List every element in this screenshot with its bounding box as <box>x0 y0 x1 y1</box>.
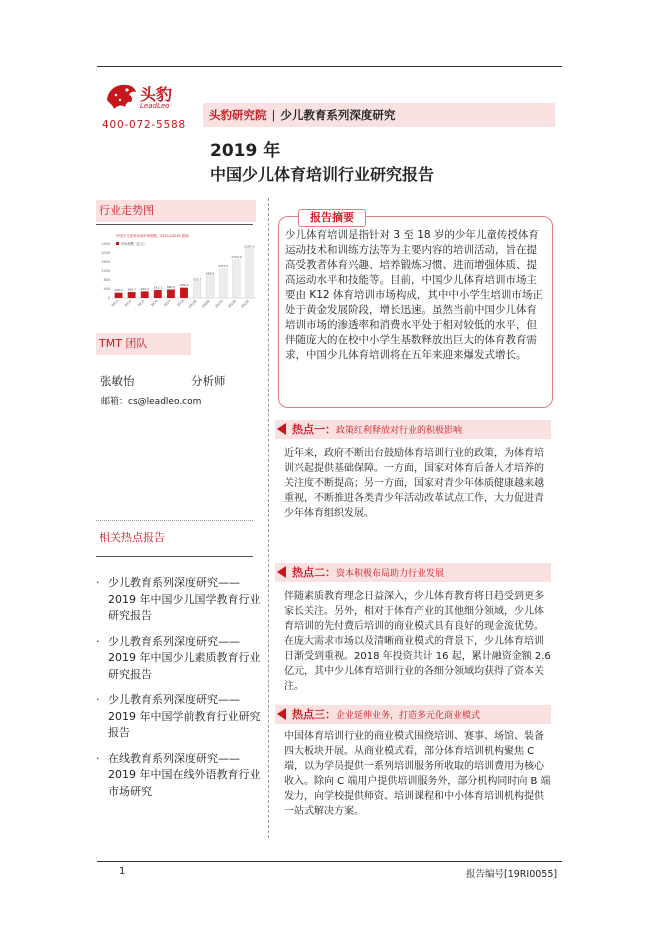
chart-bar <box>167 289 175 298</box>
chart-bar <box>141 291 149 298</box>
related-report-3[interactable] <box>96 692 261 742</box>
chart-bar <box>232 260 240 298</box>
chart-y-tick-label: 0 <box>107 296 110 301</box>
chart-data-label: 720.7 <box>192 277 202 282</box>
sidebar-divider <box>96 520 253 521</box>
chart-x-tick-label: 2014 <box>123 298 133 308</box>
summary-text: 少儿体育培训是指针对 3 至 18 岁的少年儿童传授体育运动技术和训练方法等为主要内容的培训活动，旨在提高受教者体育兴趣、培养锻炼习惯、进而增强体质、提高运动水平和技能等。目前，中国少儿体育培训市场主要由 K12 体育培训市场构成，其中中小学生培训市场正处于黄金发展阶段，增长迅速。虽然当前中国少儿体育培训市场的渗透率和消费水平处于相对较低的水平，但伴随庞大的在校中小学生基数释放出巨大的体育教育需求，中国少儿体育培训将在五年来迎来爆发式增长。 <box>285 229 543 361</box>
bullet: · <box>96 576 100 589</box>
logo-text-en: LeadLeo <box>140 102 170 110</box>
hotspot-title: 政策红利释放对行业的积极影响 <box>336 426 463 436</box>
chart-legend-swatch <box>116 242 119 245</box>
arrow-left-icon <box>277 566 286 578</box>
report-title-year: 2019 年 <box>210 141 281 161</box>
report-title: 中国少儿体育培训行业研究报告 <box>210 165 435 184</box>
chart-x-tick-label: 2018 <box>176 298 185 308</box>
related-report-title: 少儿教育系列深度研究——2019 年中国少儿素质教育行业研究报告 <box>108 634 261 681</box>
related-report-title: 少儿教育系列深度研究——2019 年中国学前教育行业研究报告 <box>108 693 261 739</box>
related-report-2[interactable] <box>96 634 261 684</box>
report-number: 报告编号[19RI0055] <box>466 869 558 880</box>
bullet: · <box>96 751 100 765</box>
analyst-name: 张敏怡 <box>100 374 135 388</box>
chart-x-tick-label: 2023E <box>240 298 251 309</box>
chart-y-tick-label: 2400 <box>101 242 110 247</box>
chart-bar <box>115 293 123 298</box>
chart-data-label: 294.2 <box>140 286 150 291</box>
bullet: · <box>96 693 100 706</box>
column-divider <box>268 198 269 838</box>
leopard-icon <box>104 80 138 112</box>
bullet: · <box>96 634 100 648</box>
arrow-left-icon <box>277 423 286 435</box>
chart-y-tick-label: 400 <box>103 287 110 292</box>
series-separator: | <box>271 108 276 122</box>
chart-x-tick-label: 2015 <box>136 298 146 308</box>
chart-x-tick-label: 2013 <box>110 298 120 308</box>
hotspot-2-header <box>275 563 551 582</box>
chart-y-tick-label: 1200 <box>101 269 110 274</box>
chart-legend-label: 市场规模（亿元） <box>121 242 147 246</box>
analyst-title: 分析师 <box>191 374 226 388</box>
chart-data-label: 353.1 <box>153 285 163 290</box>
chart-x-tick-label: 2017 <box>163 298 172 308</box>
chart-data-label: 1313.1 <box>218 263 229 268</box>
chart-bar <box>154 290 162 298</box>
hotspot-3-text: 中国体育培训行业的商业模式围绕培训、赛事、场馆、装备四大板块开展。从商业模式看，部分体育培训机构聚焦 C 端，以为学员提供一系列培训服务所收取的培训费用为核心收入。除向 C 端用户提供培训服务外，部分机构同时向 B 端发力，向学校提供师资、培训课程和中小体育培训机构提供一站式解决方案。 <box>284 731 551 817</box>
logo-text-cn: 头豹 <box>140 85 173 104</box>
related-reports-rule <box>96 556 253 557</box>
chart-data-label: 264.7 <box>127 287 136 292</box>
chart-x-tick-label: 2021E <box>213 298 224 309</box>
chart-data-label: 1704.2 <box>231 255 242 260</box>
chart-title: 中国少儿体育培训市场规模，2013-2023E 预测 <box>116 234 189 238</box>
chart-y-tick-label: 1600 <box>101 260 110 265</box>
chart-x-tick-label: 2019E <box>187 298 198 309</box>
team-heading: TMT 团队 <box>96 333 191 355</box>
page-number: 1 <box>119 866 126 877</box>
industry-trend-chart <box>96 230 260 326</box>
chart-x-tick-label: 2016 <box>149 298 159 308</box>
related-reports-heading: 相关热点报告 <box>96 527 256 549</box>
hotspot-title: 资本积极布局助力行业发展 <box>336 569 445 579</box>
chart-bar <box>206 276 214 298</box>
hotspot-2-text: 伴随素质教育理念日益深入，少儿体育教育将日趋受到更多家长关注。另外，相对于体育产业的其他细分领域，少儿体育培训的先付费后培训的商业模式具有良好的现金流优势。在庞大需求市场以及清晰商业模式的背景下，少儿体育培训日渐受到重视。2018 年投资共计 16 起，累计融资金额 2.6 亿元，其中少儿体育培训行业的各细分领域均获得了资本关注。 <box>284 591 551 692</box>
chart-bar <box>246 249 254 298</box>
hotspot-3-header <box>275 705 551 724</box>
chart-bar <box>128 292 136 298</box>
chart-data-label: 380.5 <box>166 284 176 289</box>
related-report-title: 少儿教育系列深度研究——2019 年中国少儿国学教育行业研究报告 <box>108 576 261 622</box>
related-report-1[interactable] <box>96 575 261 625</box>
summary-tag: 报告摘要 <box>298 209 366 227</box>
hotspot-1-header <box>275 420 551 439</box>
chart-data-label: 986.6 <box>205 271 215 276</box>
chart-bar <box>193 282 201 298</box>
chart-bar <box>180 288 188 298</box>
series-name: 少儿教育系列深度研究 <box>280 108 396 122</box>
analyst-email: 邮箱：cs@leadleo.com <box>101 397 202 407</box>
hotspot-1-text: 近年来，政府不断出台鼓励体育培训行业的政策，为体育培训兴起提供基础保障。一方面，国家对体育后备人才培养的关注度不断提高；另一方面，国家对青少年体质健康越来越重视，不断推进各类青少年活动改革试点工作，大力促进青少年体育组织发展。 <box>284 448 544 519</box>
related-report-title: 在线教育系列深度研究——2019 年中国在线外语教育行业市场研究 <box>108 751 261 798</box>
chart-x-tick-label: 2020E <box>200 298 211 309</box>
related-report-4[interactable] <box>96 751 261 801</box>
chart-y-tick-label: 800 <box>103 278 110 283</box>
series-banner <box>203 103 555 127</box>
hotline-number: 400-072-5588 <box>102 119 186 131</box>
hotspot-label: 热点二： <box>292 566 336 579</box>
chart-y-tick-label: 2000 <box>101 251 110 256</box>
industry-trend-rule <box>96 224 253 225</box>
hotspot-title: 企业延伸业务，打造多元化商业模式 <box>336 711 481 721</box>
hotspot-label: 热点三： <box>292 708 336 721</box>
industry-trend-heading: 行业走势图 <box>96 200 256 222</box>
leadleo-logo <box>104 80 190 116</box>
chart-data-label: 459.4 <box>179 283 189 288</box>
org-name: 头豹研究院 <box>209 108 267 122</box>
arrow-left-icon <box>277 708 286 720</box>
related-reports-list <box>96 575 261 809</box>
top-rule <box>97 66 562 67</box>
bottom-rule <box>97 861 562 862</box>
hotspot-label: 热点一： <box>292 423 336 436</box>
chart-data-label: 2187.5 <box>244 244 255 249</box>
chart-x-tick-label: 2022E <box>227 298 238 309</box>
chart-data-label: 235.2 <box>114 288 123 293</box>
chart-bar <box>219 268 227 298</box>
